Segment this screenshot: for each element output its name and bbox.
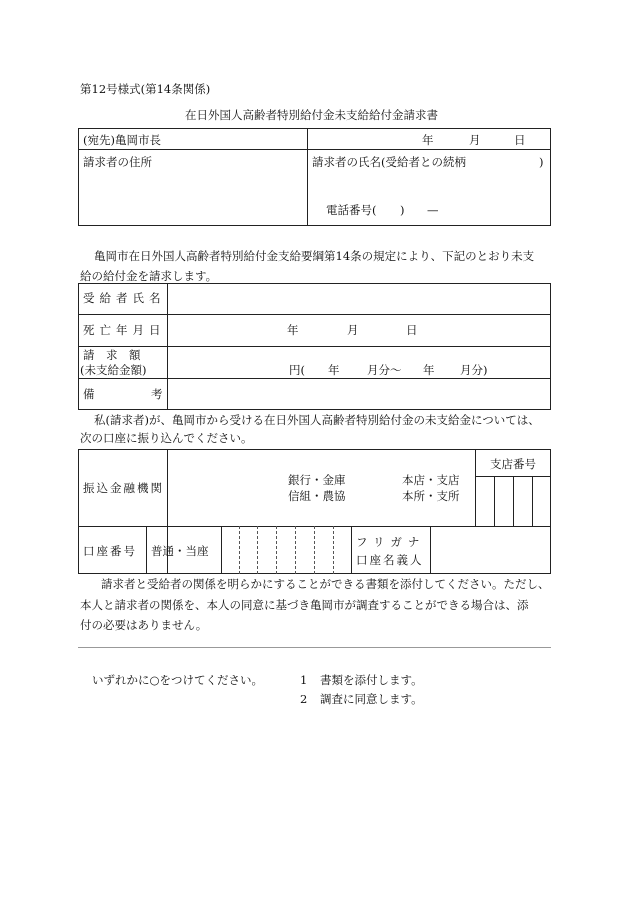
date-day-label: 日	[514, 133, 526, 147]
amount-yen: 円(	[289, 363, 305, 377]
claimant-name-label: 請求者の氏名(受給者との続柄	[312, 155, 466, 169]
transfer-line-2: 次の口座に振り込んでください。	[80, 431, 253, 445]
account-type: 普通・当座	[151, 544, 209, 558]
death-date-label: 死亡年月日	[83, 323, 166, 337]
bank-types-1: 銀行・金庫	[288, 473, 346, 487]
column-divider	[221, 526, 222, 574]
amount-month-1: 月分～	[367, 363, 402, 377]
column-divider	[351, 526, 352, 574]
transfer-line-1: 私(請求者)が、亀岡市から受ける在日外国人高齢者特別給付金の未支給金については、	[94, 413, 540, 427]
page-title: 在日外国人高齢者特別給付金未支給給付金請求書	[185, 108, 438, 122]
digit-divider	[333, 526, 334, 574]
phone-close: )	[400, 203, 405, 217]
recipient-name-label: 受給者氏名	[83, 291, 166, 305]
note-line-1: 請求者と受給者の関係を明らかにすることができる書類を添付してください。ただし、	[101, 577, 550, 591]
column-divider	[475, 449, 476, 526]
row-divider	[78, 378, 551, 379]
amount-sublabel: (未支給金額)	[80, 363, 147, 377]
institution-label: 振込金融機関	[83, 481, 164, 495]
note-line-2: 本人と請求者の関係を、本人の同意に基づき亀岡市が調査することができる場合は、添	[80, 598, 529, 612]
amount-month-2: 月分)	[460, 363, 488, 377]
intro-line-1: 亀岡市在日外国人高齢者特別給付金支給要綱第14条の規定により、下記のとおり未支	[94, 249, 535, 263]
branch-box-divider	[513, 476, 514, 526]
death-month-label: 月	[347, 323, 359, 337]
option-1-text[interactable]: 書類を添付します。	[320, 673, 423, 687]
row-divider	[78, 149, 551, 150]
form-number: 第12号様式(第14条関係)	[80, 82, 211, 96]
column-divider	[146, 526, 147, 574]
digit-divider	[276, 526, 277, 574]
digit-divider	[295, 526, 296, 574]
row-divider	[78, 314, 551, 315]
phone-dash: —	[427, 203, 439, 217]
choice-instruction: いずれかに○をつけてください。	[92, 673, 264, 687]
row-divider	[78, 346, 551, 347]
intro-line-2: 給の給付金を請求します。	[80, 269, 218, 283]
claimant-name-close: )	[539, 155, 544, 169]
death-year-label: 年	[287, 323, 299, 337]
branch-types-1: 本店・支店	[402, 473, 460, 487]
branch-box-divider	[494, 476, 495, 526]
branch-types-2: 本所・支所	[402, 489, 460, 503]
account-holder-label: 口座名義人	[356, 553, 424, 567]
digit-divider	[314, 526, 315, 574]
amount-label: 請 求 額	[83, 348, 141, 362]
option-2-number[interactable]: 2	[300, 692, 308, 706]
furigana-label: フリガナ	[356, 535, 426, 549]
date-month-label: 月	[469, 133, 481, 147]
option-2-text[interactable]: 調査に同意します。	[320, 692, 423, 706]
column-divider	[307, 128, 308, 226]
phone-label: 電話番号(	[326, 203, 377, 217]
note-line-3: 付の必要はありません。	[80, 618, 208, 632]
account-number-label: 口座番号	[83, 544, 137, 558]
digit-divider	[239, 526, 240, 574]
addressee: (宛先)亀岡市長	[83, 133, 161, 147]
amount-year-1: 年	[328, 363, 340, 377]
bank-types-2: 信組・農協	[288, 489, 346, 503]
amount-year-2: 年	[423, 363, 435, 377]
death-day-label: 日	[406, 323, 418, 337]
branch-number-label: 支店番号	[490, 457, 536, 471]
digit-divider	[257, 526, 258, 574]
option-1-number[interactable]: 1	[300, 673, 308, 687]
column-divider	[430, 526, 431, 574]
date-year-label: 年	[422, 133, 434, 147]
branch-box-divider	[532, 476, 533, 526]
remarks-label-second: 考	[151, 387, 163, 401]
remarks-label-first: 備	[83, 387, 95, 401]
section-separator	[78, 647, 551, 648]
claimant-address-label: 請求者の住所	[83, 155, 152, 169]
